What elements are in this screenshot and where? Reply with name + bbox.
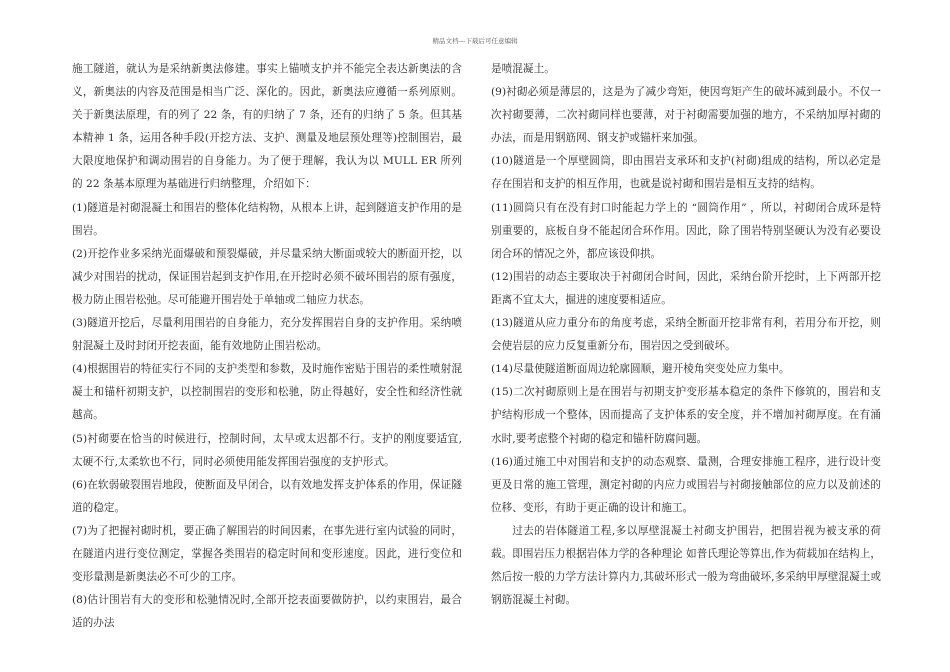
left-column (72, 58, 462, 635)
paragraph: (5)衬砌要在恰当的时候进行，控制时间，太早或太迟都不行。支护的刚度要适宜,太硬不行,太柔软也不行，同时必须使用能发挥围岩强度的支护形式。 (72, 432, 462, 468)
paragraph: (7)为了把握衬砌时机，要正确了解围岩的时间因素，在事先进行室内试验的同时，在隧道内进行变位测定，掌握各类围岩的稳定时间和变形速度。因此，进行变位和变形量测是新奥法必不可少的工序。 (72, 524, 462, 584)
paragraph: (16)通过施工中对围岩和支护的动态观察、量测，合理安排施工程序，进行设计变更及日常的施工管理，测定衬砌的内应力或围岩与衬砌接触部位的应力以及前述的位移、变形，有助于更正确的设计和施工。 (491, 455, 881, 514)
paragraph: (9)衬砌必须是薄层的，这是为了减少弯矩，使因弯矩产生的破坏减到最小。不仅一次衬砌要薄，二次衬砌同样也要薄，对于衬砌需要加强的地方，不采纳加厚衬砌的办法，而是用钢筋网、钢支护或锚杆来加强。 (491, 86, 881, 145)
paragraph: (14)尽量使隧道断面周边轮廓圆顺，避开棱角突变处应力集中。 (491, 363, 790, 376)
paragraph: (2)开挖作业多采纳光面爆破和预裂爆破，并尽量采纳大断面或较大的断面开挖，以减少对围岩的扰动，保证围岩起到支护作用,在开挖时必须不破坏围岩的原有强度，极力防止围岩松弛。尽可能避开围岩处于单轴或二轴应力状态。 (72, 247, 462, 306)
paragraph: 是喷混凝土。 (491, 63, 555, 75)
paragraph: 施工隧道，就认为是采纳新奥法修建。事实上锚喷支护并不能完全表达新奥法的含义，新奥法的内容及范围是相当广泛、深化的。因此，新奥法应遵循一系列原则。关于新奥法原理，有的列了 22 条，有的归纳了 7 条，还有的归纳了 5 条。但其基本精神 1 条，运用各种手段(开挖方法、支护、测量及地层预处理等)控制围岩，最大限度地保护和调动围岩的自身能力。为了便于理解，我认为以 MULL ER 所列的 22 条基本原理为基础进行归纳整理，介绍如下： (72, 63, 462, 191)
paragraph: 过去的岩体隧道工程,多以厚壁混凝土衬砌支护围岩，把围岩视为被支承的荷载。即围岩压力根据岩体力学的各种理论 如普氏理论等算出,作为荷载加在结构上，然后按一般的力学方法计算内力,其破坏形式一般为弯曲破坏,多采纳甲厚壁混凝土或钢筋混凝土衬砌。 (491, 524, 882, 607)
paragraph: (11)圆筒只有在没有封口时能起力学上的 “圆筒作用” ，所以，衬砌闭合成环是特别重要的，底板自身不能起闭合环作用。因此，除了围岩特别坚硬认为没有必要设闭合环的情况之外，都应该设仰拱。 (491, 201, 881, 260)
right-column (491, 58, 881, 612)
paragraph: (8)估计围岩有大的变形和松驰情况时,全部开挖表面要做防护，以约束围岩，最合适的办法 (72, 594, 462, 630)
paragraph: (4)根据围岩的特征实行不同的支护类型和参数，及时施作密贴于围岩的柔性喷射混凝土和锚杆初期支护，以控制围岩的变形和松驰，防止得越好，安全性和经济性就越高。 (72, 363, 462, 422)
paragraph: (6)在软弱破裂围岩地段，使断面及早闭合，以有效地发挥支护体系的作用，保证隧道的稳定。 (72, 478, 462, 514)
paragraph: (3)隧道开挖后，尽量利用围岩的自身能力，充分发挥围岩自身的支护作用。采纳喷射混凝土及时封闭开挖表面，能有效地防止围岩松动。 (72, 317, 462, 353)
page-header: 精品文档---下载后可任意编辑 (432, 37, 518, 45)
paragraph: (15)二次衬砌原则上是在围岩与初期支护变形基本稳定的条件下修筑的，围岩和支护结构形成一个整体，因而提高了支护体系的安全度，并不增加衬砌厚度。在有涌水时,要考虑整个衬砌的稳定和锚杆防腐问题。 (491, 386, 881, 445)
paragraph: (12)围岩的动态主要取决于衬砌闭合时间，因此，采纳台阶开挖时，上下两部开挖距离不宜太大，掘进的速度要相适应。 (491, 270, 881, 306)
paragraph: (10)隧道是一个厚壁圆筒，即由围岩支承环和支护(衬砌)组成的结构，所以必定是存在围岩和支护的相互作用，也就是说衬砌和围岩是相互支持的结构。 (491, 155, 881, 191)
paragraph: (13)隧道从应力重分布的角度考虑，采纳全断面开挖非常有利，若用分布开挖，则会使岩层的应力反复重新分布，围岩因之受到破坏。 (491, 317, 881, 353)
paragraph: (1)隧道是衬砌混凝土和围岩的整体化结构物，从根本上讲，起到隧道支护作用的是围岩。 (72, 201, 462, 237)
